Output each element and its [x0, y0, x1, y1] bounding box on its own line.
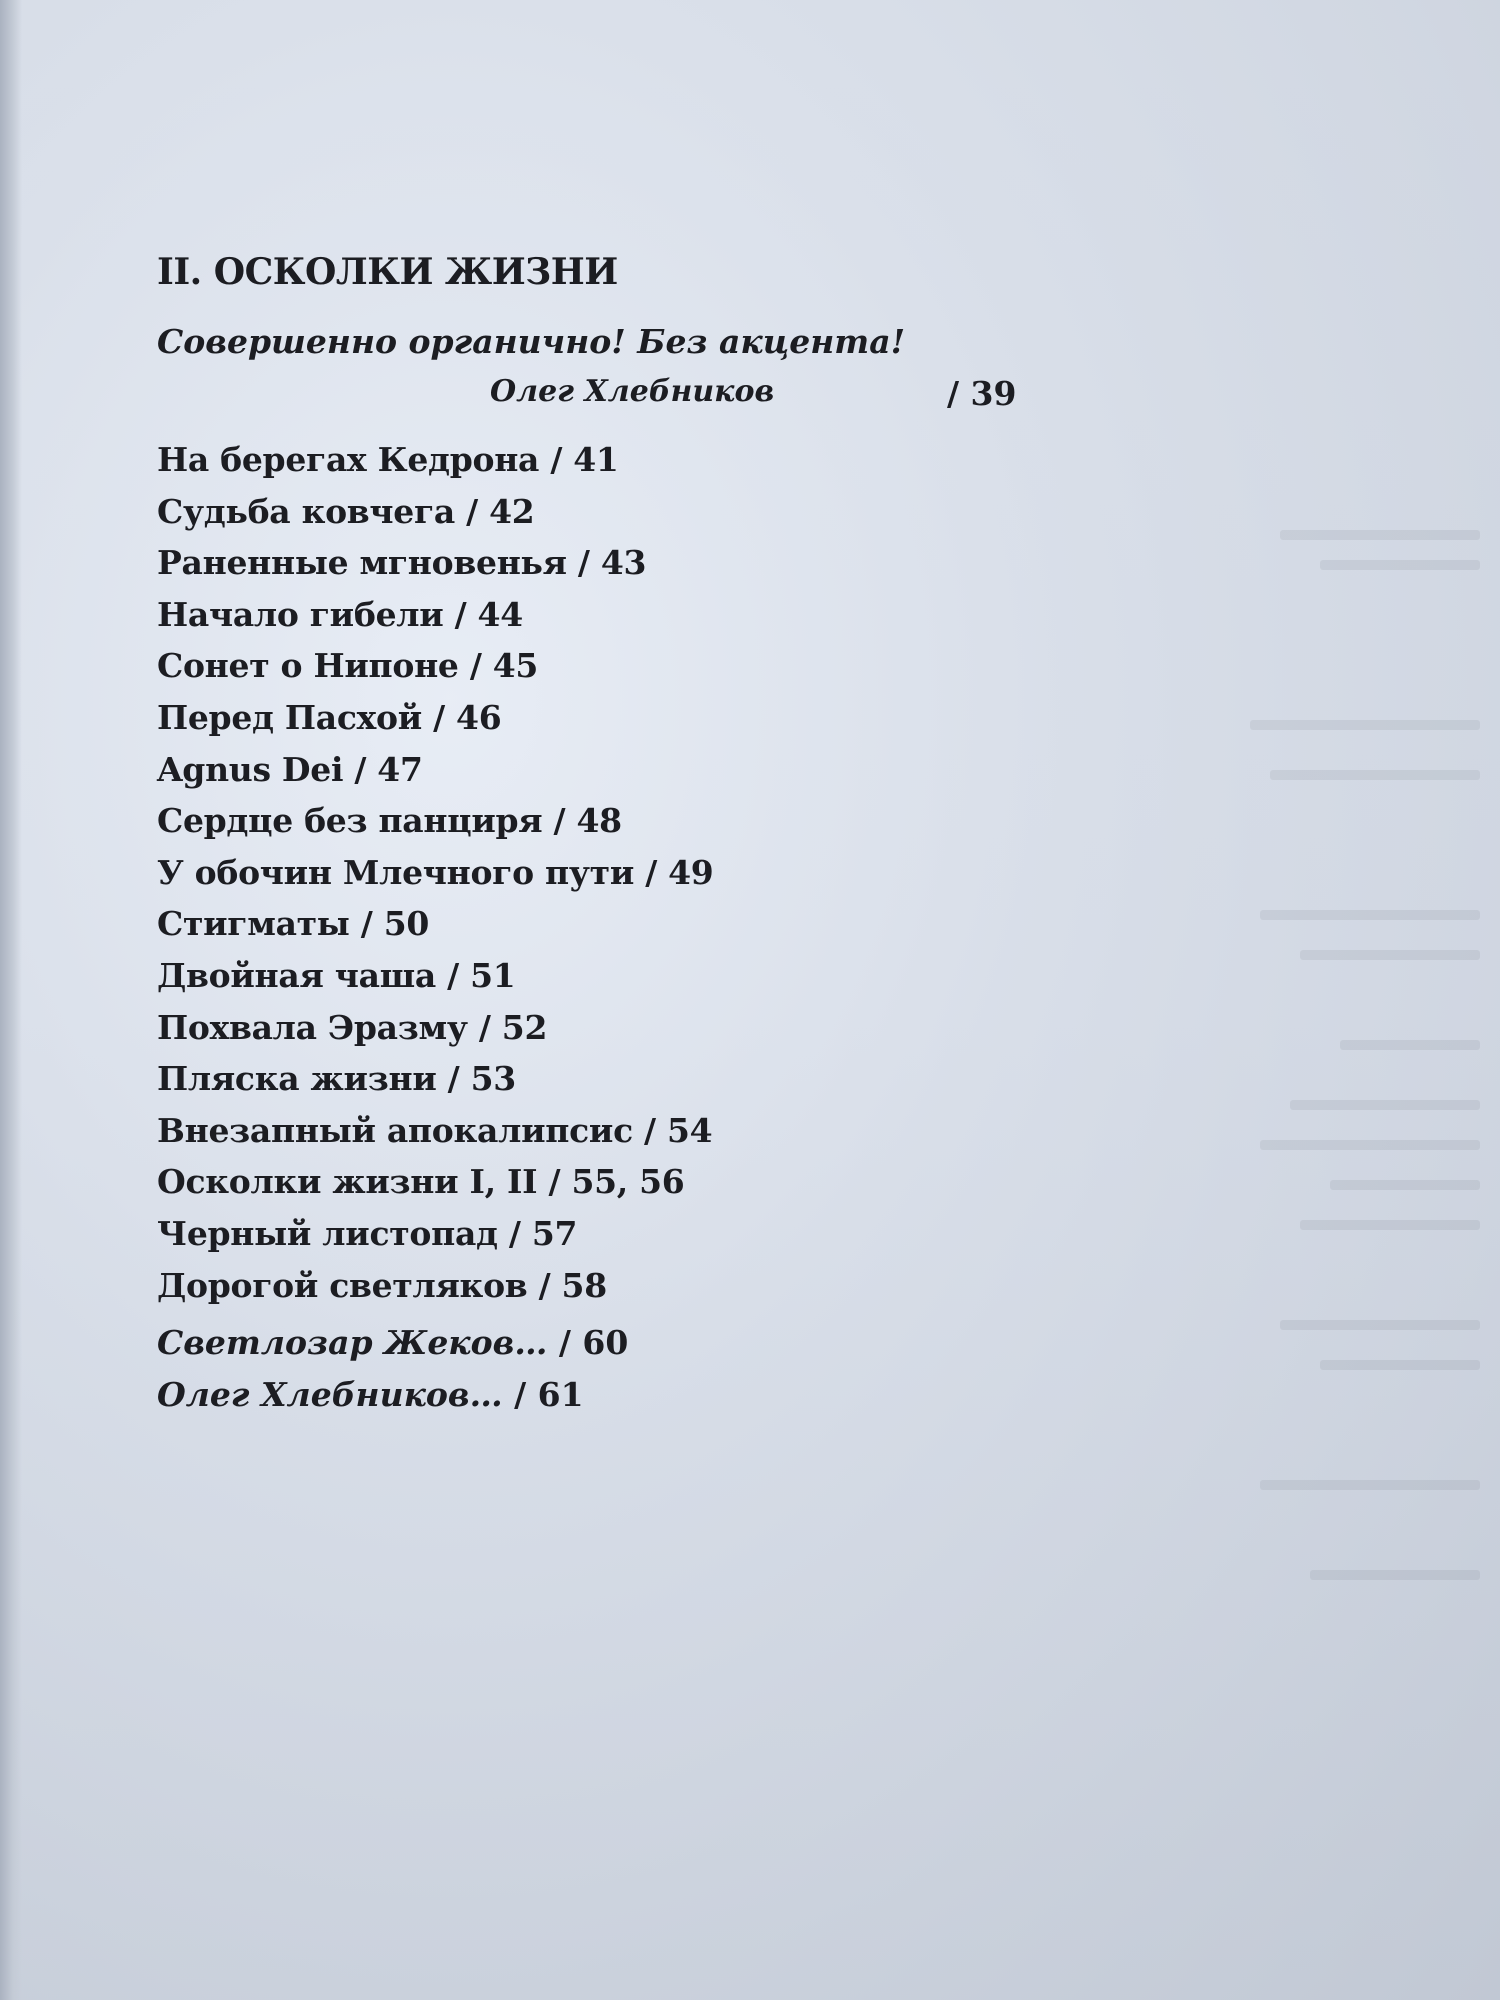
- toc-entry: Agnus Dei / 47: [157, 749, 423, 789]
- toc-entries: [157, 434, 1057, 1311]
- author-page-number: / 61: [502, 1375, 584, 1415]
- toc-entry: Стигматы / 50: [157, 904, 430, 944]
- table-of-contents: [157, 248, 1057, 1421]
- toc-entry: Внезапный апокалипсис / 54: [157, 1110, 713, 1150]
- toc-entry: Осколки жизни I, II / 55, 56: [157, 1162, 685, 1202]
- toc-entry: Раненные мгновенья / 43: [157, 543, 647, 583]
- preface-page-number: / 39: [947, 374, 1017, 413]
- section-title: II. ОСКОЛКИ ЖИЗНИ: [157, 251, 618, 293]
- toc-entry: Пляска жизни / 53: [157, 1059, 516, 1099]
- toc-entry: Судьба ковчега / 42: [157, 491, 535, 531]
- author-entry: [157, 1369, 1057, 1421]
- toc-entry: Сердце без панциря / 48: [157, 801, 622, 841]
- preface-title: Совершенно органично! Без акцента!: [157, 322, 906, 361]
- preface-author: Олег Хлебников: [490, 374, 775, 409]
- toc-entry: Сонет о Нипоне / 45: [157, 646, 539, 686]
- toc-entry: Перед Пасхой / 46: [157, 697, 502, 737]
- toc-entry: Черный листопад / 57: [157, 1213, 578, 1253]
- author-notes: [157, 1317, 1057, 1421]
- toc-entry: Дорогой светляков / 58: [157, 1265, 607, 1305]
- author-entry: [157, 1317, 1057, 1369]
- toc-entry: Начало гибели / 44: [157, 594, 523, 634]
- author-page-number: / 60: [547, 1323, 629, 1363]
- author-name: Светлозар Жеков…: [157, 1323, 548, 1363]
- toc-entry: У обочин Млечного пути / 49: [157, 852, 714, 892]
- show-through-text: [1240, 480, 1500, 1730]
- toc-entry: Похвала Эразму / 52: [157, 1007, 548, 1047]
- toc-entry: На берегах Кедрона / 41: [157, 440, 619, 479]
- preface-byline: [157, 366, 1057, 418]
- toc-entry: Двойная чаша / 51: [157, 955, 516, 995]
- author-name: Олег Хлебников…: [157, 1375, 503, 1415]
- page-binding-shadow: [0, 0, 22, 2000]
